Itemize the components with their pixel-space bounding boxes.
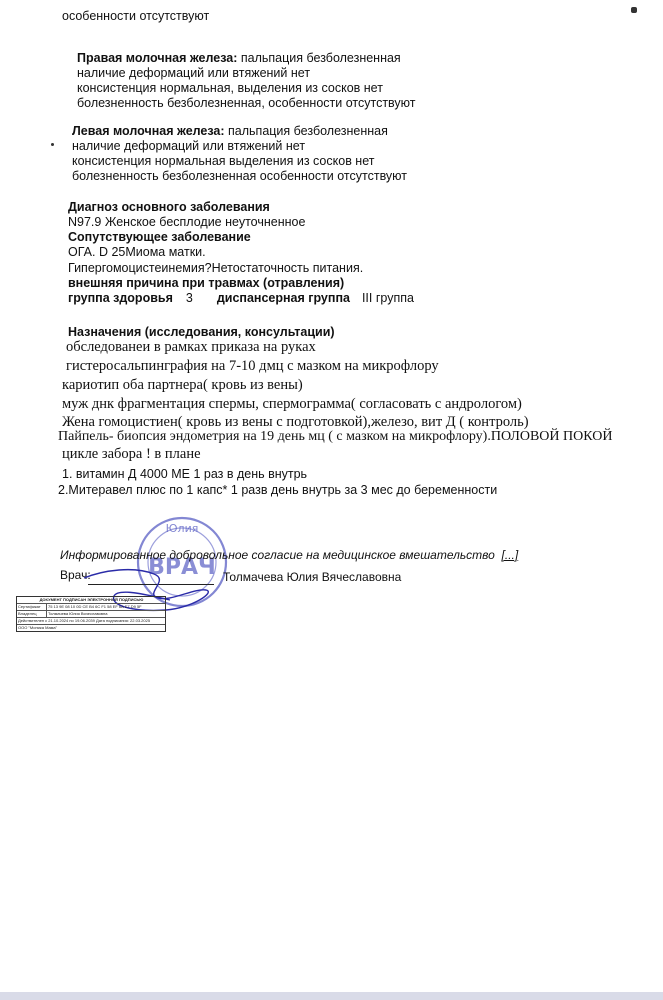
digital-signature-block <box>16 596 166 632</box>
text-line: цикле забора ! в плане <box>62 446 201 462</box>
right-breast-text: пальпация безболезненная <box>237 51 401 65</box>
page-edge <box>0 992 663 1000</box>
text-line: болезненность безболезненная, особенности отсутствуют <box>77 96 416 110</box>
consent-link[interactable]: [...] <box>501 548 519 562</box>
left-breast-label: Левая молочная железа: <box>72 124 225 138</box>
disp-group-label: диспансерная группа <box>216 291 350 305</box>
certificate-row <box>17 603 165 610</box>
left-breast-text: пальпация безболезненная <box>224 124 388 138</box>
text-line: наличие деформаций или втяжений нет <box>72 139 306 153</box>
disp-group-value: III группа <box>361 291 414 305</box>
text-line: Гипергомоцистеинемия?Нетостаточность питания. <box>68 261 364 275</box>
doctor-name: Толмачева Юлия Вячеславовна <box>223 570 402 584</box>
text-line: кариотип оба партнера( кровь из вены) <box>62 377 303 393</box>
certificate-validity: Действителен с 21.10.2024 по 19.06.2039 Дата подписания: 22.03.2025 <box>18 618 151 623</box>
diagnosis-text: N97.9 Женское бесплодие неуточненное <box>68 215 306 229</box>
left-breast-line <box>72 124 388 139</box>
right-breast-line <box>77 51 401 66</box>
text-line: ОГА. D 25Миома матки. <box>68 245 206 259</box>
diagnosis-title: Диагноз основного заболевания <box>68 200 270 214</box>
text-line: гистеросальпинграфия на 7-10 дмц с мазком на микрофлору <box>66 358 439 374</box>
certificate-row <box>17 610 165 617</box>
stamp-center-text: ВРАЧ <box>148 555 216 580</box>
speck <box>631 7 637 13</box>
certificate-title: ДОКУМЕНТ ПОДПИСАН ЭЛЕКТРОННОЙ ПОДПИСЬЮ <box>39 597 144 602</box>
certificate-org: ООО "Моника Мама" <box>18 625 58 630</box>
external-cause: внешняя причина при травмах (отравления) <box>68 276 345 290</box>
right-breast-label: Правая молочная железа: <box>77 51 238 65</box>
certificate-value: 75 13 9E 08 10 0D CE B4 6C F1 58 EF 6A E7 D9 5F <box>48 604 142 609</box>
text-line: Пайпель- биопсия эндометрия на 19 день мц ( с мазком на микрофлору).ПОЛОВОЙ ПОКОЙ <box>58 429 613 444</box>
speck <box>51 143 54 146</box>
text-line: консистенция нормальная, выделения из сосков нет <box>77 81 383 95</box>
certificate-key: Сертификат <box>17 604 47 610</box>
certificate-row <box>17 617 165 624</box>
appointments-title: Назначения (исследования, консультации) <box>68 325 335 339</box>
certificate-row <box>17 624 165 631</box>
certificate-key: Владелец <box>17 611 47 617</box>
text-line: обследованеи в рамках приказа на руках <box>66 339 316 355</box>
text-line: Жена гомоцистиен( кровь из вены с подготовкой),железо, вит Д ( контроль) <box>62 414 529 430</box>
stamp-top-text: Юлия <box>165 522 199 535</box>
comorbidity-title: Сопутствующее заболевание <box>68 230 251 244</box>
consent-text: Информированное добровольное согласие на медицинское вмешательство <box>60 548 495 562</box>
text-line: болезненность безболезненная особенности отсутствуют <box>72 169 408 183</box>
groups-line <box>68 291 414 306</box>
prescription-line: 2.Митеравел плюс по 1 капс* 1 разв день внутрь за 3 мес до беременности <box>58 483 498 497</box>
health-group-value: 3 <box>185 291 193 305</box>
doctor-label: Врач: <box>60 568 91 582</box>
text-line: консистенция нормальная выделения из сосков нет <box>72 154 375 168</box>
text-line: особенности отсутствуют <box>62 9 210 23</box>
certificate-value: Толмачева Юлия Вячеславовна <box>48 611 108 616</box>
text-line: наличие деформаций или втяжений нет <box>77 66 311 80</box>
text-line: муж днк фрагментация спермы, спермограмма( согласовать с андрологом) <box>62 396 522 412</box>
health-group-label: группа здоровья <box>68 291 173 305</box>
prescription-line: 1. витамин Д 4000 МЕ 1 раз в день внутрь <box>62 467 308 481</box>
